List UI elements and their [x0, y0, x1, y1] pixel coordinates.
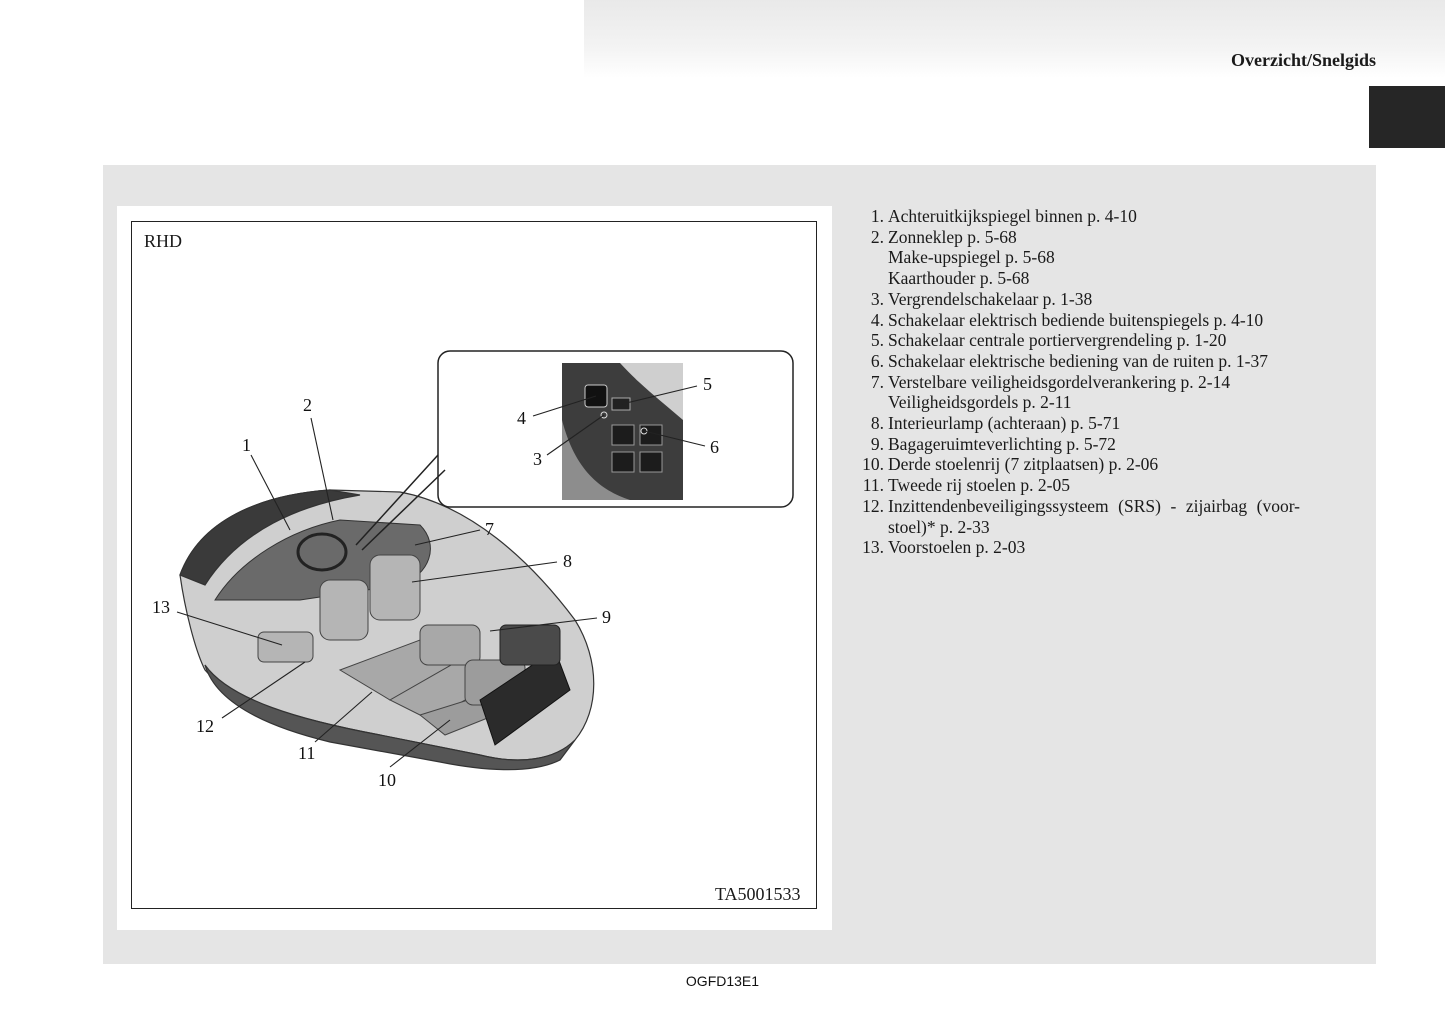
- list-item: [855, 227, 1300, 289]
- callout-12: 12: [196, 716, 214, 736]
- list-item: [855, 372, 1300, 413]
- item-number: 11.: [862, 475, 884, 496]
- component-list: [855, 206, 1300, 558]
- variant-label: RHD: [144, 231, 183, 251]
- item-text: Inzittendenbeveiligingssysteem (SRS) - zijairbag (voor-: [888, 495, 1300, 516]
- item-text: Interieurlamp (achteraan) p. 5-71: [888, 413, 1121, 434]
- page-footer-code: OGFD13E1: [685, 973, 760, 989]
- callout-11: 11: [298, 743, 316, 763]
- item-text: Derde stoelenrij (7 zitplaatsen) p. 2-06: [888, 454, 1159, 475]
- callout-9: 9: [602, 607, 611, 627]
- item-number: 8.: [870, 413, 884, 434]
- list-item: [855, 475, 1300, 496]
- callout-10: 10: [378, 770, 396, 790]
- item-text: stoel)* p. 2-33: [888, 516, 990, 537]
- item-text: Kaarthouder p. 5-68: [888, 268, 1030, 289]
- item-text: Bagageruimteverlichting p. 5-72: [888, 433, 1116, 454]
- item-number: 4.: [870, 309, 884, 330]
- item-number: 6.: [870, 350, 884, 371]
- item-text: Schakelaar centrale portiervergrendeling p. 1-20: [888, 330, 1227, 351]
- callout-5: 5: [703, 374, 712, 394]
- item-text: Schakelaar elektrische bediening van de ruiten p. 1-37: [888, 350, 1268, 371]
- list-item: [855, 310, 1300, 331]
- list-item: [855, 496, 1300, 537]
- callout-6: 6: [710, 437, 719, 457]
- callout-1: 1: [242, 435, 251, 455]
- section-title: Overzicht/Snelgids: [1231, 50, 1376, 70]
- item-number: 7.: [870, 371, 884, 392]
- item-number: 13.: [862, 537, 884, 558]
- item-number: 5.: [870, 330, 884, 351]
- list-item: [855, 289, 1300, 310]
- item-number: 10.: [862, 454, 884, 475]
- item-text: Schakelaar elektrisch bediende buitenspiegels p. 4-10: [888, 309, 1264, 330]
- item-text: Achteruitkijkspiegel binnen p. 4-10: [888, 206, 1137, 226]
- callout-8: 8: [563, 551, 572, 571]
- callout-13: 13: [152, 597, 170, 617]
- item-number: 9.: [870, 433, 884, 454]
- list-item: [855, 434, 1300, 455]
- list-item: [855, 413, 1300, 434]
- list-item: [855, 330, 1300, 351]
- item-text: Zonneklep p. 5-68: [888, 226, 1017, 247]
- item-number: 1.: [870, 206, 884, 226]
- item-text: Vergrendelschakelaar p. 1-38: [888, 288, 1093, 309]
- callout-2: 2: [303, 395, 312, 415]
- list-item: [855, 454, 1300, 475]
- item-text: Veiligheidsgordels p. 2-11: [888, 392, 1072, 413]
- item-number: 3.: [870, 288, 884, 309]
- list-item: [855, 351, 1300, 372]
- item-text: Tweede rij stoelen p. 2-05: [888, 475, 1070, 496]
- item-text: Make-upspiegel p. 5-68: [888, 247, 1055, 268]
- callout-3: 3: [533, 449, 542, 469]
- callout-7: 7: [485, 519, 494, 539]
- cargo-bin: [500, 625, 560, 665]
- list-item: [855, 537, 1300, 558]
- figure-code: TA5001533: [715, 884, 801, 904]
- callout-4: 4: [517, 408, 526, 428]
- item-text: Voorstoelen p. 2-03: [888, 537, 1026, 558]
- item-number: 2.: [870, 226, 884, 247]
- item-number: 12.: [862, 495, 884, 516]
- list-item: [855, 206, 1300, 227]
- item-text: Verstelbare veiligheidsgordelverankering p. 2-14: [888, 371, 1231, 392]
